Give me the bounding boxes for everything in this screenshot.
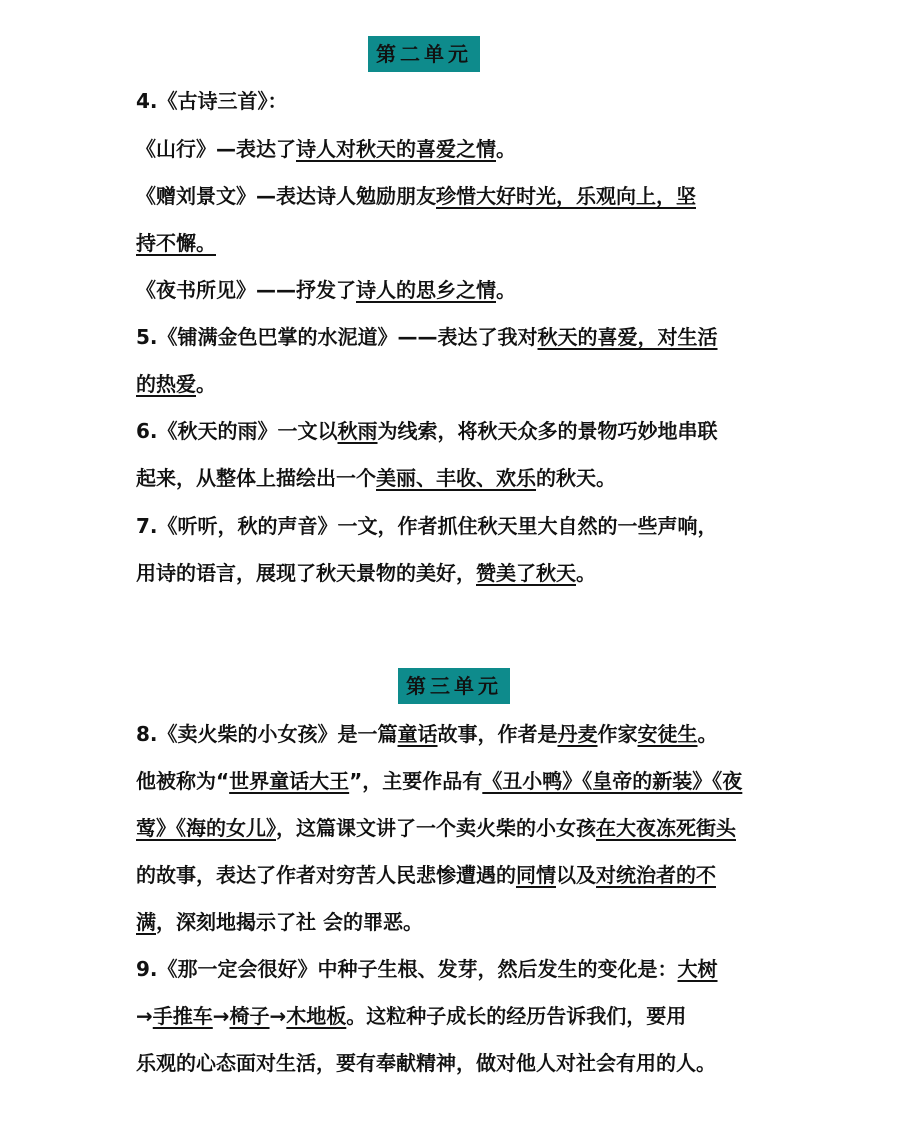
paragraph bbox=[136, 267, 776, 314]
underlined-text: 童话 bbox=[397, 722, 438, 746]
underlined-text: 的热爱 bbox=[136, 372, 196, 396]
text-line bbox=[136, 455, 776, 502]
underlined-text: 持不懈。 bbox=[136, 231, 216, 255]
underlined-text: 椅子 bbox=[229, 1004, 270, 1028]
unit-title-2: 第二单元 bbox=[368, 36, 480, 72]
text-span: → bbox=[136, 1004, 153, 1028]
text-span: 5.《铺满金色巴掌的水泥道》——表达了我对 bbox=[136, 325, 538, 349]
text-line bbox=[136, 946, 776, 993]
paragraph bbox=[136, 503, 776, 597]
text-line bbox=[136, 408, 776, 455]
text-line bbox=[136, 267, 776, 314]
text-span: 。 bbox=[697, 722, 718, 746]
text-line bbox=[136, 78, 776, 125]
text-span: 用诗的语言，展现了秋天景物的美好， bbox=[136, 561, 476, 585]
text-line bbox=[136, 899, 776, 946]
underlined-text: 同情 bbox=[516, 863, 556, 887]
text-line bbox=[136, 993, 776, 1040]
text-span: 《赠刘景文》—表达诗人勉励朋友 bbox=[136, 184, 436, 208]
text-span: 7.《听听，秋的声音》一文，作者抓住秋天里大自然的一些声响， bbox=[136, 514, 718, 538]
underlined-text: 秋雨 bbox=[337, 419, 378, 443]
paragraph bbox=[136, 711, 776, 946]
text-span: 乐观的心态面对生活，要有奉献精神，做对他人对社会有用的人。 bbox=[136, 1051, 716, 1075]
text-line bbox=[136, 503, 776, 550]
text-line bbox=[136, 550, 776, 597]
text-span: ，这篇课文讲了一个卖火柴的小女孩 bbox=[276, 816, 596, 840]
underlined-text: 诗人对秋天的喜爱之情 bbox=[296, 137, 496, 161]
paragraph bbox=[136, 78, 776, 125]
text-line bbox=[136, 805, 776, 852]
underlined-text: 美丽、丰收、欢乐 bbox=[376, 466, 536, 490]
text-span: 的秋天。 bbox=[536, 466, 616, 490]
text-span: 他被称为“ bbox=[136, 769, 230, 793]
underlined-text: 赞美了秋天 bbox=[476, 561, 576, 585]
text-span: 。 bbox=[496, 278, 516, 302]
text-line bbox=[136, 361, 776, 408]
text-span: 为线索，将秋天众多的景物巧妙地串联 bbox=[377, 419, 718, 443]
text-span: → bbox=[212, 1004, 230, 1028]
paragraph bbox=[136, 314, 776, 408]
text-line bbox=[136, 220, 776, 267]
underlined-text: 大树 bbox=[677, 957, 718, 981]
text-line bbox=[136, 758, 776, 805]
text-span: 《夜书所见》——抒发了 bbox=[136, 278, 356, 302]
text-line bbox=[136, 1040, 776, 1087]
underlined-text: 丹麦 bbox=[557, 722, 598, 746]
underlined-text: 莺》《海的女儿》 bbox=[136, 816, 276, 840]
underlined-text: 手推车 bbox=[152, 1004, 213, 1028]
paragraph bbox=[136, 408, 776, 502]
text-span: 《山行》—表达了 bbox=[136, 137, 296, 161]
text-line bbox=[136, 126, 776, 173]
text-span: 4.《古诗三首》： bbox=[136, 89, 288, 113]
text-span: → bbox=[269, 1004, 287, 1028]
text-line bbox=[136, 314, 776, 361]
underlined-text: 世界童话大王 bbox=[229, 769, 350, 793]
underlined-text: 对统治者的不 bbox=[596, 863, 716, 887]
text-span: 。 bbox=[496, 137, 516, 161]
text-span: ，深刻地揭示了社 会的罪恶。 bbox=[156, 910, 423, 934]
unit-title-3: 第三单元 bbox=[398, 668, 510, 704]
underlined-text: 满 bbox=[136, 910, 156, 934]
text-span: 。 bbox=[576, 561, 596, 585]
text-line bbox=[136, 711, 776, 758]
underlined-text: 安徒生 bbox=[637, 722, 698, 746]
text-span: ”，主要作品有 bbox=[349, 769, 483, 793]
text-span: 起来，从整体上描绘出一个 bbox=[136, 466, 376, 490]
underlined-text: 秋天的喜爱，对生活 bbox=[537, 325, 718, 349]
text-span: 。这粒种子成长的经历告诉我们，要用 bbox=[346, 1004, 687, 1028]
underlined-text: 在大夜冻死街头 bbox=[596, 816, 736, 840]
text-span: 6.《秋天的雨》一文以 bbox=[136, 419, 338, 443]
text-span: 9.《那一定会很好》中种子生根、发芽，然后发生的变化是： bbox=[136, 957, 678, 981]
underlined-text: 诗人的思乡之情 bbox=[356, 278, 496, 302]
underlined-text: 珍惜大好时光，乐观向上，坚 bbox=[436, 184, 696, 208]
text-line bbox=[136, 852, 776, 899]
text-span: 的故事，表达了作者对穷苦人民悲惨遭遇的 bbox=[136, 863, 516, 887]
paragraph bbox=[136, 173, 776, 267]
text-span: 8.《卖火柴的小女孩》是一篇 bbox=[136, 722, 398, 746]
text-span: 故事，作者是 bbox=[437, 722, 558, 746]
paragraph bbox=[136, 126, 776, 173]
text-span: 作家 bbox=[597, 722, 638, 746]
paragraph bbox=[136, 946, 776, 1087]
text-span: 。 bbox=[196, 372, 216, 396]
underlined-text: 《丑小鸭》《皇帝的新装》《夜 bbox=[482, 769, 743, 793]
text-line bbox=[136, 173, 776, 220]
underlined-text: 木地板 bbox=[286, 1004, 347, 1028]
text-span: 以及 bbox=[556, 863, 596, 887]
